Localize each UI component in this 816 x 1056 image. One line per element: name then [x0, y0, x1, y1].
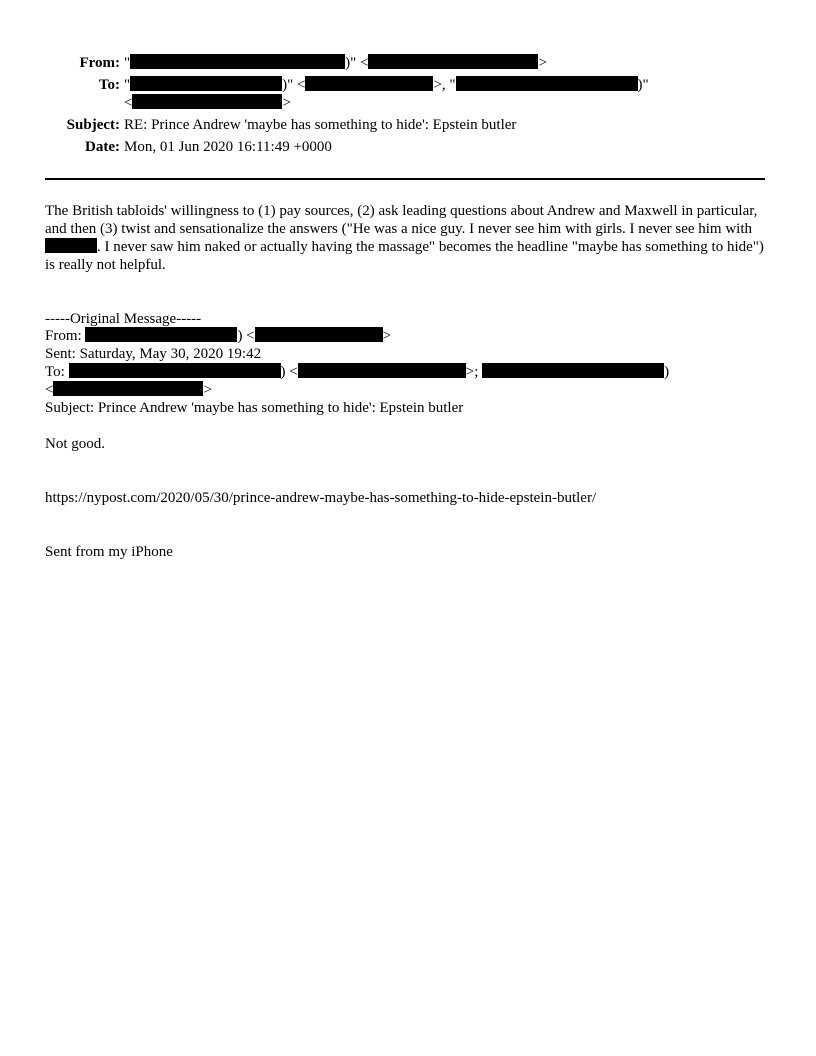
- redaction-block: [456, 76, 638, 91]
- email-signature: Sent from my iPhone: [45, 544, 173, 560]
- original-to: To: ) < >; ): [45, 364, 670, 380]
- redaction-block: [45, 238, 97, 253]
- reply-text-part2: . I never saw him naked or actually having the massage" becomes the headline "maybe has something to hide") is really not helpful.: [45, 239, 764, 273]
- original-from: From: ) < >: [45, 328, 392, 344]
- original-to-cont: < >: [45, 382, 212, 398]
- redaction-block: [85, 327, 237, 342]
- from-label: From:: [79, 55, 120, 71]
- from-value: " )" < >: [124, 55, 547, 71]
- header-divider: [45, 178, 765, 180]
- redaction-block: [305, 76, 433, 91]
- redaction-block: [132, 94, 282, 109]
- redaction-block: [255, 327, 383, 342]
- redaction-block: [130, 54, 345, 69]
- subject-value: RE: Prince Andrew 'maybe has something to hide': Epstein butler: [124, 117, 517, 133]
- redaction-block: [482, 363, 664, 378]
- redaction-block: [298, 363, 466, 378]
- redaction-block: [130, 76, 282, 91]
- original-sent: Sent: Saturday, May 30, 2020 19:42: [45, 346, 262, 362]
- header-to-row-cont: < >: [124, 95, 291, 111]
- original-message-text: Not good.: [45, 436, 105, 452]
- original-separator: -----Original Message-----: [45, 311, 202, 327]
- subject-label: Subject:: [66, 117, 120, 133]
- to-label: To:: [98, 77, 120, 93]
- date-value: Mon, 01 Jun 2020 16:11:49 +0000: [124, 139, 332, 155]
- date-label: Date:: [85, 139, 120, 155]
- original-subject: Subject: Prince Andrew 'maybe has something to hide': Epstein butler: [45, 400, 464, 416]
- to-value: " )" < >, " )": [124, 77, 649, 93]
- original-to-label: To:: [45, 364, 65, 380]
- article-link[interactable]: https://nypost.com/2020/05/30/prince-andrew-maybe-has-something-to-hide-epstein-butler/: [45, 490, 597, 506]
- redaction-block: [53, 381, 203, 396]
- reply-paragraph: [45, 202, 770, 274]
- redaction-block: [69, 363, 281, 378]
- reply-text-part1: The British tabloids' willingness to (1) pay sources, (2) ask leading questions about Andrew and Maxwell in particular, and then (3) twist and sensationalize the answers ("He was a nice guy. I never see him with girls. I never see him with: [45, 203, 758, 237]
- redaction-block: [368, 54, 538, 69]
- original-from-label: From:: [45, 328, 82, 344]
